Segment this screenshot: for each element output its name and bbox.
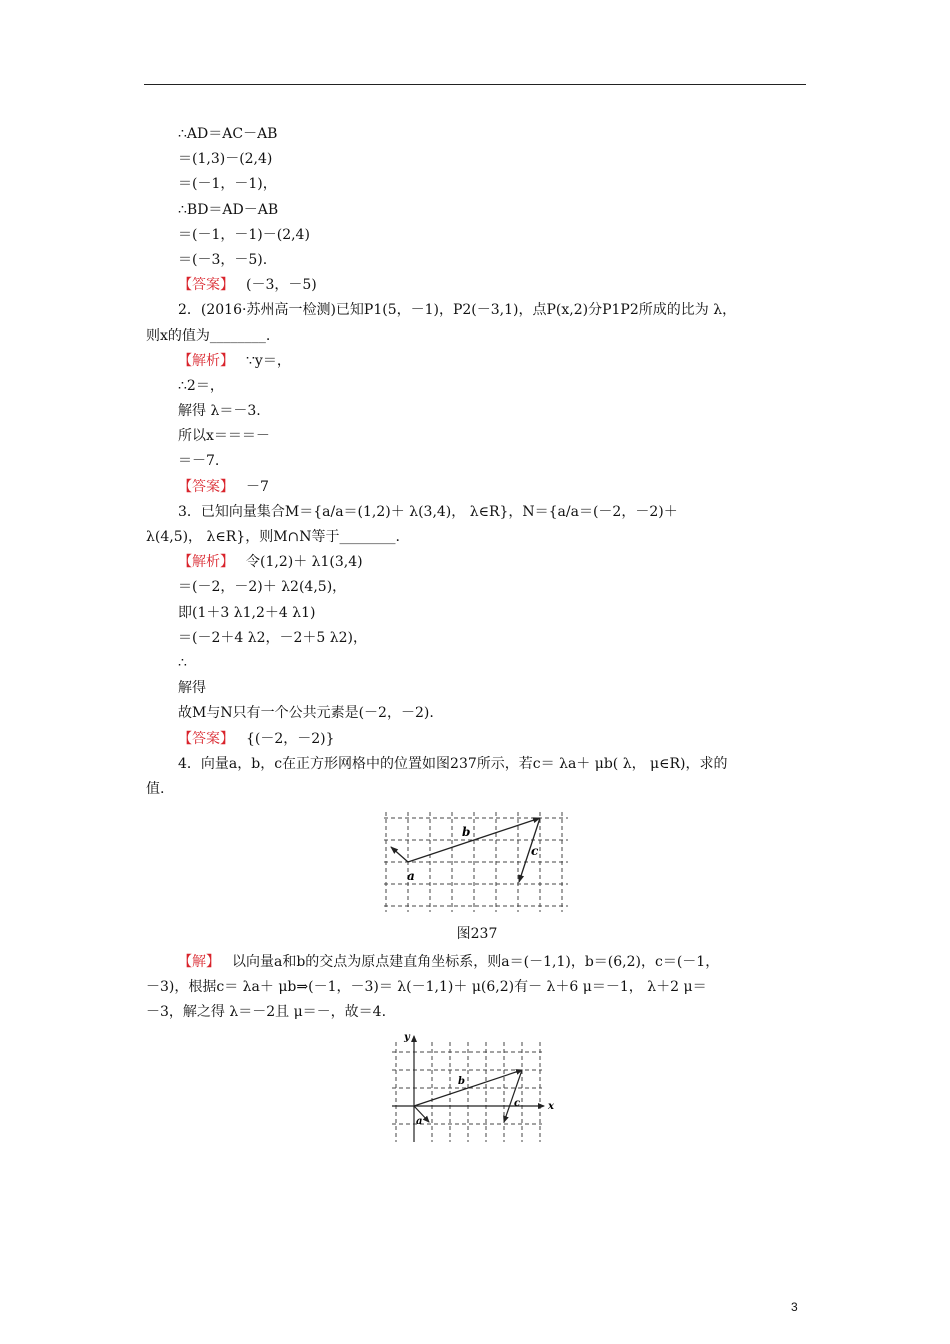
line-text: 解得 xyxy=(178,680,206,697)
answer-text: (－3，－5) xyxy=(246,277,317,294)
line-text: 以向量a和b的交点为原点建直角坐标系，则a＝(－1,1)，b＝(6,2)，c＝(－1， xyxy=(232,954,720,971)
header-rule xyxy=(144,84,806,85)
line-text: 解得 λ＝－3. xyxy=(178,403,261,420)
label-y: y xyxy=(404,1031,410,1043)
figure-237 xyxy=(146,812,808,912)
question-text: 则x的值为________. xyxy=(146,327,271,344)
question-2 xyxy=(146,298,808,500)
line-text: 所以x＝＝＝－ xyxy=(178,428,270,445)
label-a: a xyxy=(407,869,415,884)
coordinate-figure xyxy=(146,1032,808,1144)
figure-caption: 图237 xyxy=(456,926,498,943)
tag-label: 【解析】 xyxy=(178,352,234,369)
line-text: ∴BD＝AD－AB xyxy=(178,201,279,218)
coordinate-grid-figure xyxy=(392,1032,562,1144)
text-line xyxy=(146,349,808,374)
line-text: ＝(－1，－1)， xyxy=(178,176,277,193)
line-text: 故M与N只有一个公共元素是(－2，－2). xyxy=(178,705,434,722)
question-4 xyxy=(146,752,808,802)
answer-text: －7 xyxy=(246,478,269,495)
line-text: ∴2＝， xyxy=(178,377,224,394)
line-text: 即(1＋3 λ1,2＋4 λ1) xyxy=(178,604,316,621)
page-content xyxy=(146,122,808,1144)
label-x: x xyxy=(548,1100,554,1112)
text-line xyxy=(146,374,808,399)
tag-label: 【解析】 xyxy=(178,554,234,571)
question-text: 4．向量a，b，c在正方形网格中的位置如图237所示，若c＝ λa＋ μb( λ， μ∈R)，求的 xyxy=(178,755,728,772)
question-text: 3．已知向量集合M＝{a/a＝(1,2)＋ λ(3,4)， λ∈R}，N＝{a/a＝(－2，－2)＋ xyxy=(178,503,678,520)
line-text: ＝(－2，－2)＋ λ2(4,5)， xyxy=(178,579,347,596)
grid-lines xyxy=(384,812,568,912)
text-line xyxy=(146,147,808,172)
block-top xyxy=(146,122,808,298)
solution-line xyxy=(146,950,808,975)
label-b: b xyxy=(458,1075,465,1087)
answer-line xyxy=(146,273,808,298)
vector-c xyxy=(504,1070,522,1122)
answer-tag: 【答案】 xyxy=(178,277,234,294)
line-text: ＝(－3，－5). xyxy=(178,251,268,268)
label-a: a xyxy=(416,1115,423,1127)
text-line xyxy=(146,248,808,273)
line-text: ＝(－1，－1)－(2,4) xyxy=(178,226,310,243)
text-line xyxy=(146,575,808,600)
text-line xyxy=(146,198,808,223)
answer-line xyxy=(146,475,808,500)
vector-a xyxy=(391,847,408,862)
text-line xyxy=(146,424,808,449)
solution-line: －3，解之得 λ＝－2且 μ＝－，故＝4. xyxy=(146,1004,387,1021)
label-c: c xyxy=(514,1097,521,1109)
question-text: λ(4,5)， λ∈R}，则M∩N等于________. xyxy=(146,529,400,545)
text-line xyxy=(146,399,808,424)
text-line xyxy=(146,449,808,474)
text-line xyxy=(146,601,808,626)
text-line xyxy=(146,626,808,651)
answer-tag: 【答案】 xyxy=(178,478,234,495)
text-line xyxy=(146,550,808,575)
page-number: 3 xyxy=(791,1300,798,1314)
line-text: ∵y＝， xyxy=(246,352,291,369)
answer-tag: 【答案】 xyxy=(178,730,234,747)
vector-grid-figure xyxy=(382,812,572,912)
line-text: ＝(1,3)－(2,4) xyxy=(178,151,273,168)
line-text: ＝－7. xyxy=(178,453,220,470)
answer-text: {(－2，－2)} xyxy=(246,730,335,747)
text-line xyxy=(146,122,808,147)
question-3 xyxy=(146,500,808,752)
text-line xyxy=(146,651,808,676)
text-line xyxy=(146,172,808,197)
answer-line xyxy=(146,727,808,752)
solution-tag: 【解】 xyxy=(178,954,220,971)
line-text: ＝(－2＋4 λ2，－2＋5 λ2)， xyxy=(178,629,368,646)
label-b: b xyxy=(462,825,471,840)
line-text: 令(1,2)＋ λ1(3,4) xyxy=(246,554,363,571)
solution xyxy=(146,950,808,1026)
question-text: 2．(2016·苏州高一检测)已知P1(5，－1)，P2(－3,1)，点P(x,2)分P1P2所成的比为 λ， xyxy=(178,302,737,319)
solution-line: －3)，根据c＝ λa＋ μb⇒(－1，－3)＝ λ(－1,1)＋ μ(6,2)有－ λ＋6 μ＝－1， λ＋2 μ＝ xyxy=(146,979,707,996)
text-line xyxy=(146,701,808,726)
text-line xyxy=(146,223,808,248)
label-c: c xyxy=(531,844,539,859)
line-text: ∴AD＝AC－AB xyxy=(178,126,278,142)
line-text: ∴ xyxy=(178,654,187,671)
text-line xyxy=(146,676,808,701)
question-text: 值. xyxy=(146,780,165,797)
